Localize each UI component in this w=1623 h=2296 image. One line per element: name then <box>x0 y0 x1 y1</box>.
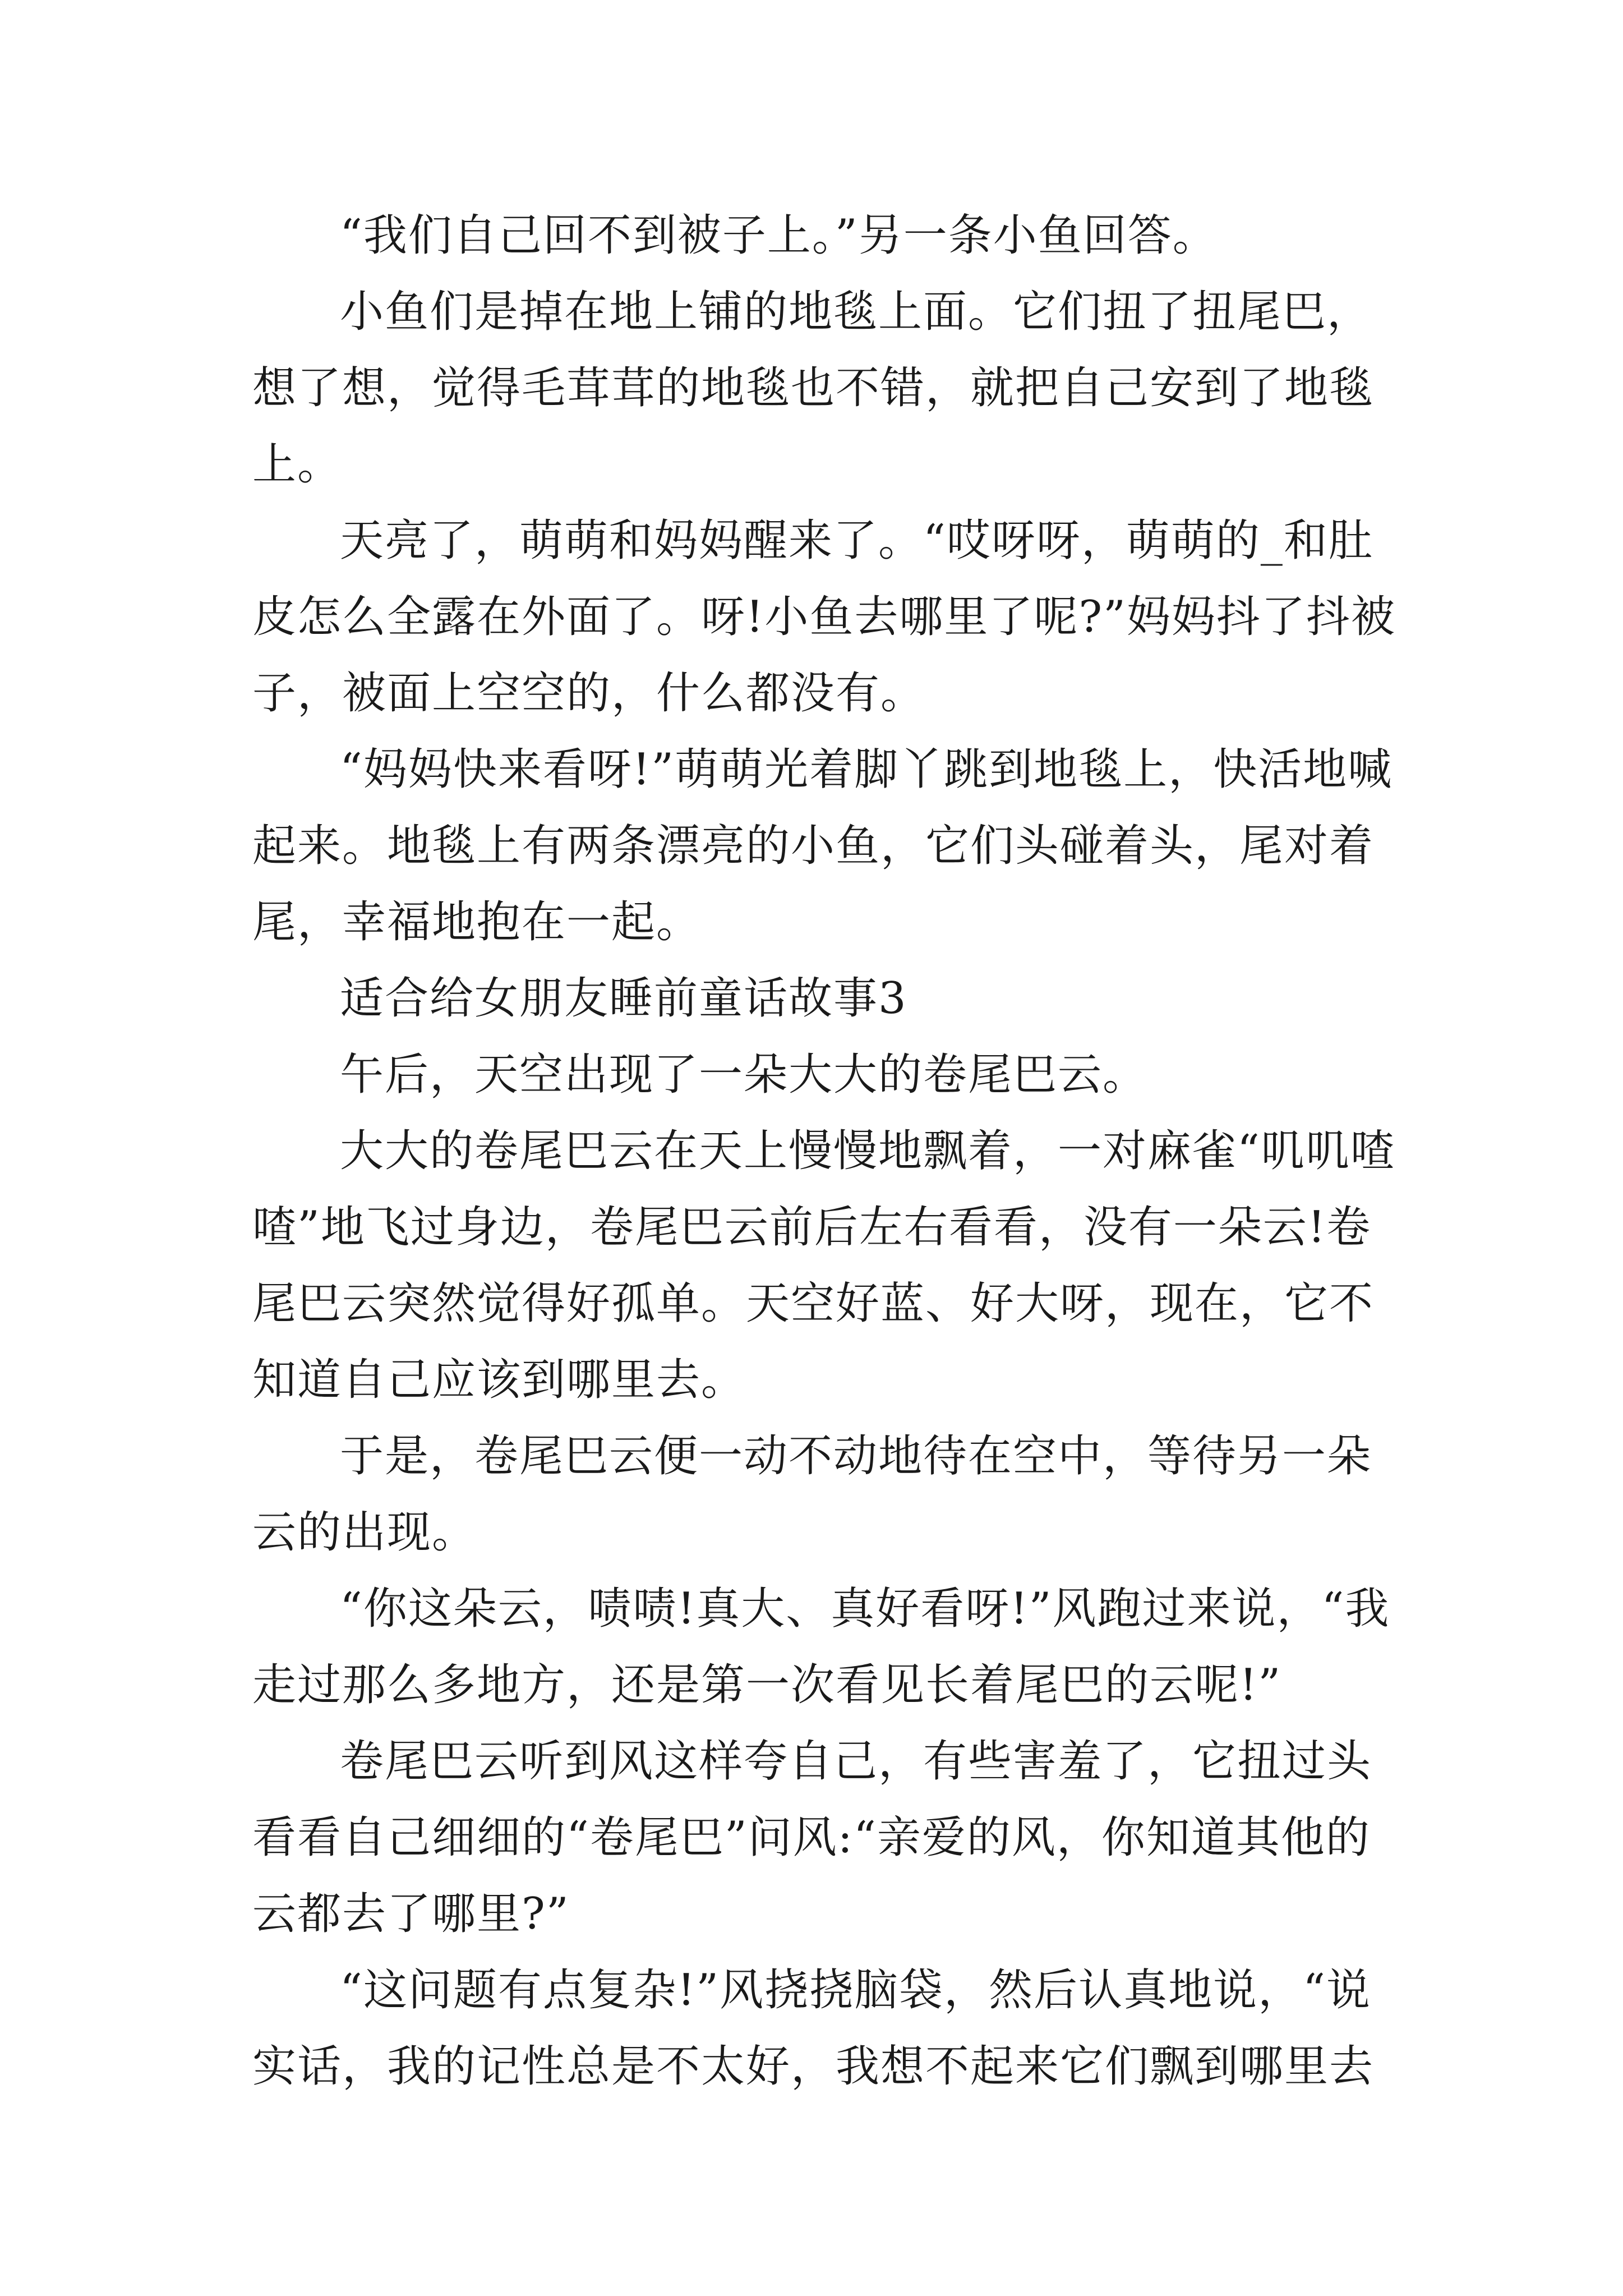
paragraph: 天亮了，萌萌和妈妈醒来了。“哎呀呀，萌萌的_和肚皮怎么全露在外面了。呀!小鱼去哪里了呢?”妈妈抖了抖被子，被面上空空的，什么都没有。 <box>252 516 1396 719</box>
paragraph: 卷尾巴云听到风这样夸自己，有些害羞了，它扭过头看看自己细细的“卷尾巴”问风:“亲爱的风，你知道其他的云都去了哪里?” <box>252 1736 1372 1939</box>
document-body <box>252 197 1396 2105</box>
paragraph: 大大的卷尾巴云在天上慢慢地飘着，一对麻雀“叽叽喳喳”地飞过身边，卷尾巴云前后左右看看，没有一朵云!卷尾巴云突然觉得好孤单。天空好蓝、好大呀，现在，它不知道自己应该到哪里去。 <box>252 1126 1395 1405</box>
paragraph: “妈妈快来看呀!”萌萌光着脚丫跳到地毯上，快活地喊起来。地毯上有两条漂亮的小鱼，它们头碰着头，尾对着尾，幸福地抱在一起。 <box>252 744 1393 947</box>
paragraph: 于是，卷尾巴云便一动不动地待在空中，等待另一朵云的出现。 <box>252 1431 1372 1558</box>
paragraph: 午后，天空出现了一朵大大的卷尾巴云。 <box>340 1050 1148 1100</box>
paragraph: “你这朵云，啧啧!真大、真好看呀!”风跑过来说，“我走过那么多地方，还是第一次看见长着尾巴的云呢!” <box>252 1584 1390 1710</box>
section-heading: 适合给女朋友睡前童话故事3 <box>340 973 907 1024</box>
paragraph: “我们自己回不到被子上。”另一条小鱼回答。 <box>340 210 1218 261</box>
paragraph: “这问题有点复杂!”风挠挠脑袋，然后认真地说，“说实话，我的记性总是不太好，我想不起来它们飘到哪里去 <box>252 1965 1375 2092</box>
paragraph: 小鱼们是掉在地上铺的地毯上面。它们扭了扭尾巴，想了想，觉得毛茸茸的地毯也不错，就把自己安到了地毯上。 <box>252 287 1375 490</box>
